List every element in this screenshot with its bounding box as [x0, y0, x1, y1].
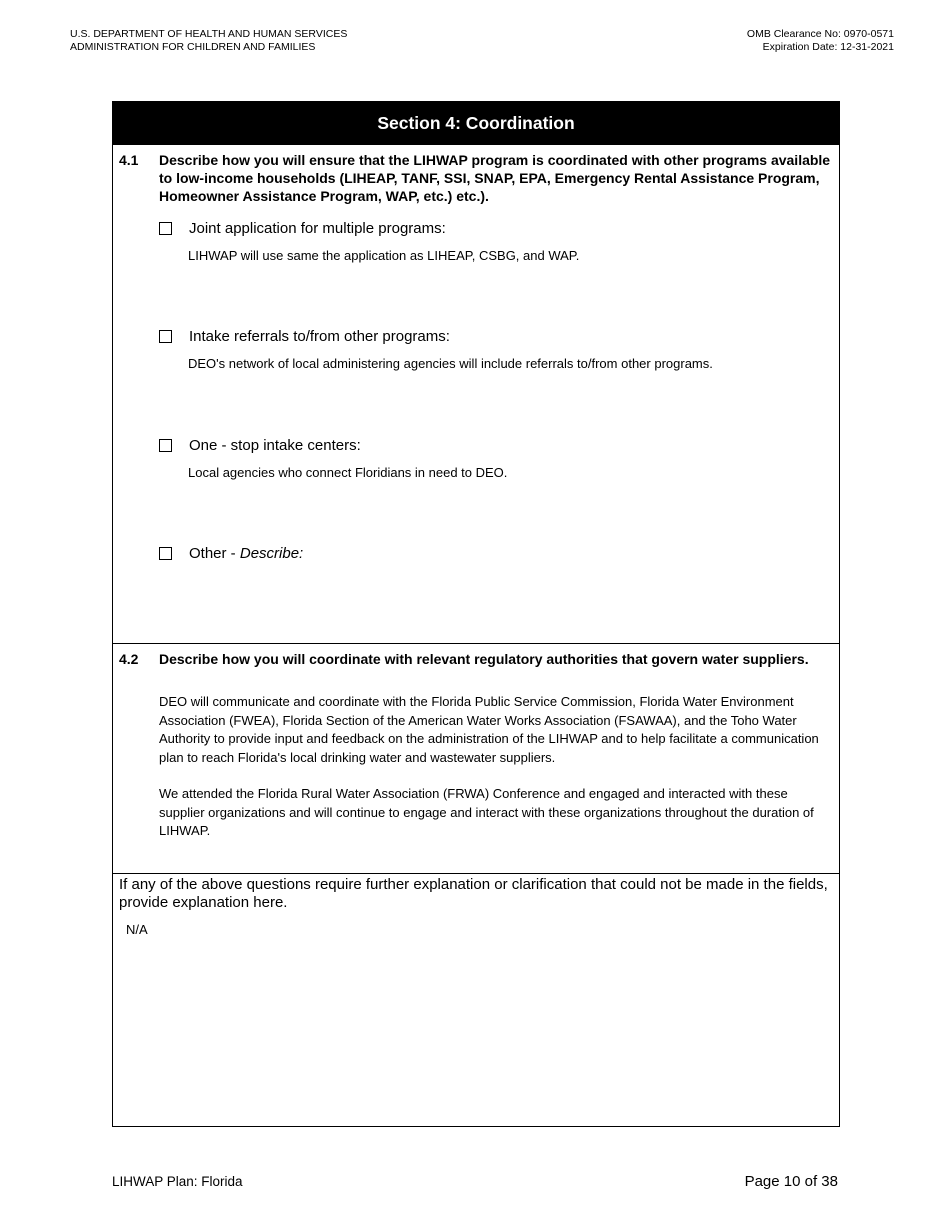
agency-line-2: ADMINISTRATION FOR CHILDREN AND FAMILIES [70, 40, 316, 53]
omb-clearance: OMB Clearance No: 0970-0571 [746, 28, 894, 40]
one-stop-label: One - stop intake centers: [189, 437, 361, 454]
divider [113, 643, 839, 644]
further-explanation-answer[interactable]: N/A [126, 922, 148, 937]
joint-application-checkbox[interactable] [159, 222, 172, 235]
intake-referrals-answer[interactable]: DEO's network of local administering agencies will include referrals to/from other programs. [188, 356, 713, 371]
other-label-text: Other - [189, 545, 240, 562]
other-label-describe: Describe: [239, 545, 304, 562]
one-stop-answer[interactable]: Local agencies who connect Floridians in need to DEO. [188, 465, 508, 480]
question-4-2-answer-paragraph-1[interactable]: DEO will communicate and coordinate with the Florida Public Service Commission, Florida Water Environment Association (FWEA), Florida Section of the American Water Works Association (FSAWAA), and the Toho Water Authority to provide input and feedback on the administration of the LIHWAP and to help facilitate a communication plan to reach Florida's local drinking water and wastewater suppliers. [159, 694, 819, 765]
intake-referrals-label: Intake referrals to/from other programs: [189, 328, 450, 345]
expiration-date: Expiration Date: 12-31-2021 [762, 40, 894, 53]
joint-application-answer[interactable]: LIHWAP will use same the application as LIHEAP, CSBG, and WAP. [188, 248, 580, 263]
other-checkbox[interactable] [159, 547, 172, 560]
question-4-2-text: Describe how you will coordinate with relevant regulatory authorities that govern water suppliers. [159, 651, 809, 667]
question-4-2-number: 4.2 [119, 651, 139, 667]
question-4-2-answer-paragraph-2[interactable]: We attended the Florida Rural Water Association (FRWA) Conference and engaged and interacted with these supplier organizations and will continue to engage and interact with these organizations throughout the duration of LIHWAP. [159, 786, 814, 839]
footer-plan-name: LIHWAP Plan: Florida [112, 1174, 243, 1189]
intake-referrals-checkbox[interactable] [159, 330, 172, 343]
question-4-1-number: 4.1 [119, 152, 139, 168]
coordination-form [112, 101, 840, 1127]
other-label [189, 545, 303, 563]
page-header-omb [747, 28, 894, 53]
further-explanation-prompt: If any of the above questions require further explanation or clarification that could not be made in the fields, provide explanation here. [119, 876, 828, 911]
agency-line-1: U.S. DEPARTMENT OF HEALTH AND HUMAN SERVICES [70, 28, 348, 40]
question-4-1-text: Describe how you will ensure that the LIHWAP program is coordinated with other programs available to low-income households (LIHEAP, TANF, SSI, SNAP, EPA, Emergency Rental Assistance Program, Homeowner Assistance Program, WAP, etc.) etc.). [159, 152, 831, 204]
joint-application-label: Joint application for multiple programs: [189, 220, 446, 237]
one-stop-checkbox[interactable] [159, 439, 172, 452]
page-header-agency [70, 28, 347, 53]
section-title: Section 4: Coordination [113, 102, 839, 145]
footer-page-number: Page 10 of 38 [744, 1173, 838, 1190]
divider [113, 873, 839, 874]
